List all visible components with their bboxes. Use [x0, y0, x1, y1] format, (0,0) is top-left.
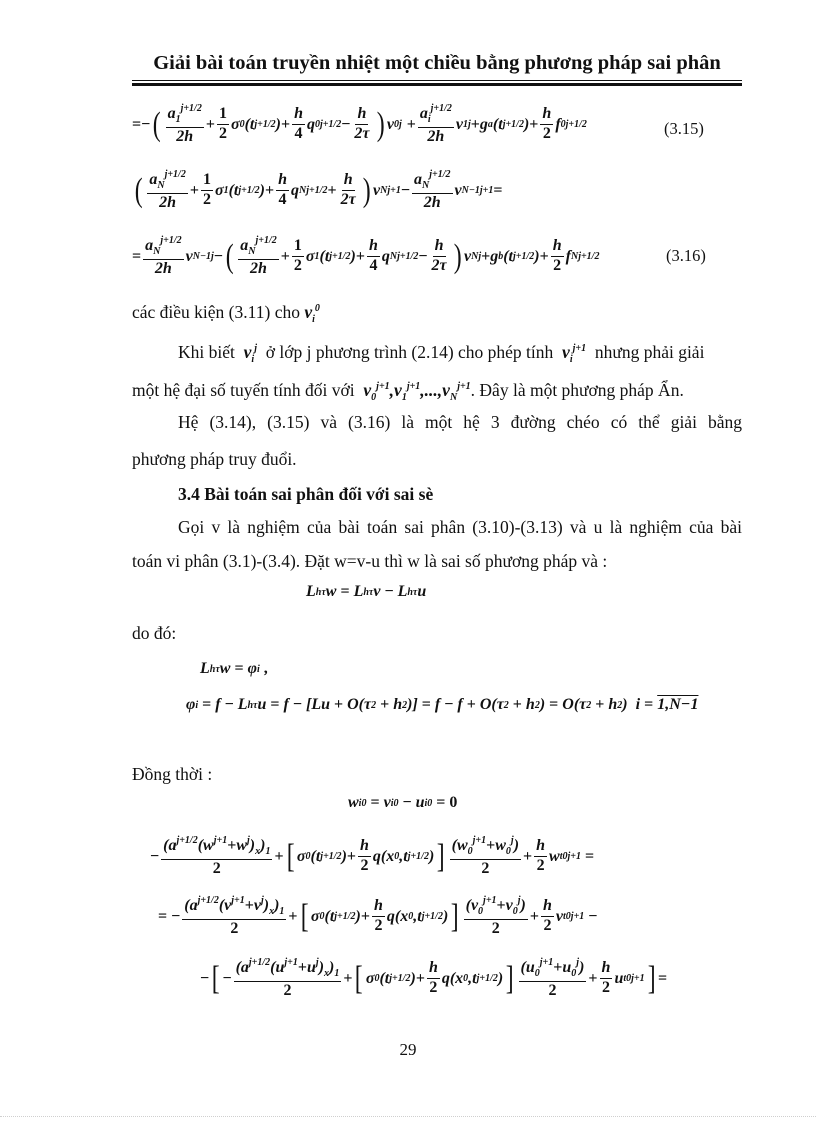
para1-text-a: Khi biết — [178, 342, 235, 362]
do-do-label: do đó: — [132, 623, 177, 643]
para1-text-b: ở lớp j phương trình (2.14) cho phép tính — [265, 342, 554, 362]
equation-3-15: = − ( $\frac{a_1^{j+1/2}}{2h}$ + $\frac{1}{2}$ σ 0 (t j+1/2 ) + $\frac{h}{4}$ q 0 j+1/2 − $\frac{h}{2\tau}$ ) v 0 j + $\frac{a_i^{j+1/2}}{2h}$ v 1 j + g a (t j+1/2 ) + $\frac{h}{2}$ f 0 j+1/2 — [132, 103, 587, 145]
section-heading-3-4: 3.4 Bài toán sai phân đối với sai sè — [178, 484, 434, 504]
equation-number-3-15: (3.15) — [664, 119, 704, 138]
equation-3-16-line2: = $\frac{a_N^{j+1/2}}{2h}$ v N−1 j − ( $\frac{a_N^{j+1/2}}{2h}$ + $\frac{1}{2}$ σ 1 (t j+1/2 ) + $\frac{h}{4}$ q N j+1/2 − $\frac{h}{2\tau}$ ) v N j + g b (t j+1/2 ) + $\frac{h}{2}$ f N j+1/2 — [132, 235, 600, 277]
equation-boundary-error-line1: − $\frac{(a^{j+1/2}(w^{j+1}+w^j)_x)_1}{2}$ + [ σ 0 (t j+1/2 ) + $\frac{h}{2}$ q(x 0 ,t j+1/2 ) ] $\frac{(w_0^{j+1}+w_0^j)}{2}$ + $\frac{h}{2}$ w t0 j+1 = — [150, 835, 595, 877]
equation-lw-phi: L hτ w = φ i , — [200, 660, 268, 677]
page-number: 29 — [399, 1040, 417, 1059]
para1-text-d: một hệ đại số tuyến tính đối với — [132, 380, 355, 400]
paragraph-1-line-1: Khi biết $v_i^j$ ở lớp j phương trình (2.14) cho phép tính $v_i^{j+1}$ nhưng phải giải — [178, 342, 705, 365]
equation-error-operator: L hτ w = L hτ v − L hτ u — [306, 583, 427, 600]
equation-3-16-line1: ( $\frac{a_N^{j+1/2}}{2h}$ + $\frac{1}{2}$ σ 1 (t j+1/2 ) + $\frac{h}{4}$ q N j+1/2 + $\frac{h}{2\tau}$ ) v N j+1 − $\frac{a_N^{j+1/2}}{2h}$ v N−1 j+1 = — [134, 169, 503, 211]
paragraph-3-line-2: toán vi phân (3.1)-(3.4). Đặt w=v-u thì w là sai số phương pháp và : — [132, 551, 608, 571]
paragraph-3-line-1: Gọi v là nghiệm của bài toán sai phân (3.10)-(3.13) và u là nghiệm của bài — [178, 517, 742, 537]
equation-initial-error: w i 0 = v i 0 − u i 0 = 0 — [348, 794, 458, 811]
header-rule-thin — [132, 80, 742, 81]
paragraph-2-line-1: Hệ (3.14), (3.15) và (3.16) là một hệ 3 đường chéo có thể giải bằng — [178, 412, 742, 432]
equation-phi-estimate: φ i = f − L hτ u = f − [Lu + O(τ 2 + h 2 )] = f − f + O(τ 2 + h 2 ) = O(τ 2 + h 2 ) i = 1,N−1 — [186, 696, 699, 713]
page-header-title: Giải bài toán truyền nhiệt một chiều bằng phương pháp sai phân — [153, 52, 721, 74]
equation-number-3-16: (3.16) — [666, 246, 706, 265]
conditions-line: các điều kiện (3.11) cho $v_i^0$ — [132, 302, 320, 325]
equation-boundary-error-line3: − [ − $\frac{(a^{j+1/2}(u^{j+1}+u^j)_x)_1}{2}$ + [ σ 0 (t j+1/2 ) + $\frac{h}{2}$ q(x 0 ,t j+1/2 ) ] $\frac{(u_0^{j+1}+u_0^j)}{2}$ + $\frac{h}{2}$ u t0 j+1 ] = — [200, 957, 668, 999]
para1-text-c: nhưng phải giải — [594, 342, 705, 362]
equation-boundary-error-line2: = − $\frac{(a^{j+1/2}(v^{j+1}+v^j)_x)_1}{2}$ + [ σ 0 (t j+1/2 ) + $\frac{h}{2}$ q(x 0 ,t j+1/2 ) ] $\frac{(v_0^{j+1}+v_0^j)}{2}$ + $\frac{h}{2}$ v t0 j+1 − — [158, 895, 598, 937]
para1-text-e: . Đây là một phương pháp Ẩn. — [470, 380, 684, 400]
dong-thoi-label: Đồng thời : — [132, 764, 213, 784]
paragraph-2-line-2: phương pháp truy đuổi. — [132, 449, 297, 469]
page-bottom-border — [0, 1116, 816, 1117]
paragraph-1-line-2: một hệ đại số tuyến tính đối với $v_0^{j+1},v_1^{j+1},...,v_N^{j+1}$. Đây là một phương pháp Ẩn. — [132, 380, 684, 403]
conditions-text: các điều kiện (3.11) cho — [132, 302, 300, 322]
header-rule-thick — [132, 83, 742, 86]
